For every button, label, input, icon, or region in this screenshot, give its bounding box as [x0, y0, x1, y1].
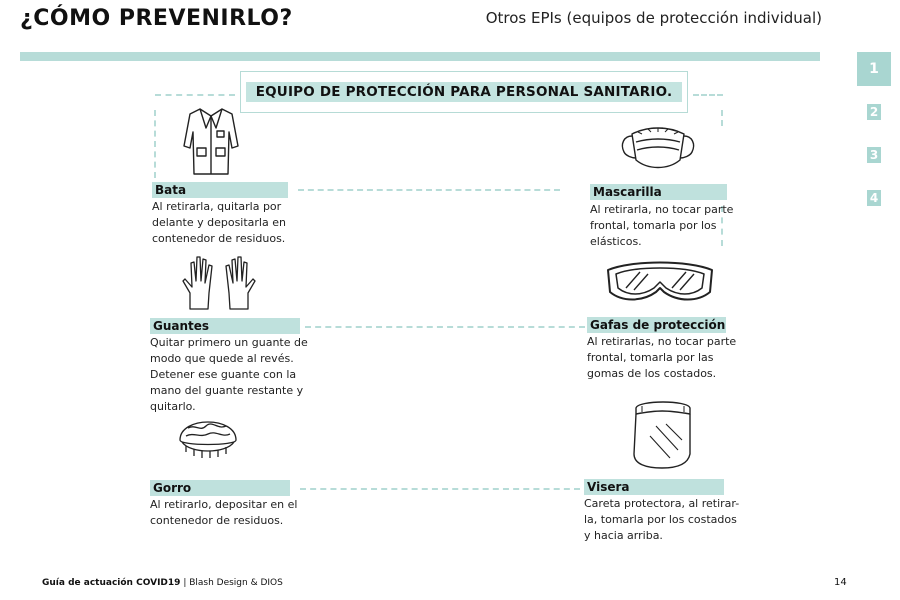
guantes-line-5: quitarlo. [150, 400, 196, 413]
dash-line-top-right [693, 94, 723, 96]
section-tabs [857, 52, 891, 224]
tab-4-label: 4 [867, 190, 881, 206]
face-shield-icon [626, 396, 698, 472]
section-title-box [240, 71, 688, 113]
gafas-line-2: frontal, tomarla por las [587, 351, 714, 364]
mascarilla-line-3: elásticos. [590, 235, 642, 248]
dash-line-row-3 [300, 488, 580, 490]
tab-3-label: 3 [867, 147, 881, 163]
gafas-description [587, 334, 747, 382]
surgical-cap-icon [176, 406, 240, 462]
footer-credits [42, 578, 283, 588]
visera-description [584, 496, 754, 544]
header-divider-bar [20, 52, 820, 61]
tab-1-label: 1 [869, 61, 879, 77]
guantes-line-2: modo que quede al revés. [150, 352, 294, 365]
bata-line-2: delante y depositarla en [152, 216, 286, 229]
gafas-line-3: gomas de los costados. [587, 367, 717, 380]
dash-line-row-1 [298, 189, 560, 191]
guantes-line-3: Detener ese guante con la [150, 368, 297, 381]
visera-line-2: la, tomarla por los costados [584, 513, 737, 526]
gorro-line-1: Al retirarlo, depositar en el [150, 498, 298, 511]
face-mask-icon [618, 124, 698, 174]
bata-line-1: Al retirarla, quitarla por [152, 200, 282, 213]
gorro-label: Gorro [150, 480, 290, 496]
dash-line-top-left [155, 94, 235, 96]
section-title: EQUIPO DE PROTECCIÓN PARA PERSONAL SANITARIO. [246, 82, 683, 102]
footer-guide-title: Guía de actuación COVID19 [42, 578, 181, 588]
dash-line-right-vertical-1 [721, 110, 723, 126]
tab-2-label: 2 [867, 104, 881, 120]
bata-description [152, 199, 302, 247]
page-number: 14 [834, 577, 847, 588]
guantes-label: Guantes [150, 318, 300, 334]
bata-line-3: contenedor de residuos. [152, 232, 286, 245]
lab-coat-icon [180, 106, 242, 178]
tab-4[interactable] [857, 181, 891, 215]
gorro-line-2: contenedor de residuos. [150, 514, 284, 527]
gloves-icon [180, 253, 258, 311]
dash-line-left-vertical [154, 110, 156, 178]
guantes-line-4: mano del guante restante y [150, 384, 304, 397]
mascarilla-label: Mascarilla [590, 184, 727, 200]
guantes-description [150, 335, 310, 415]
gafas-label: Gafas de protección [587, 317, 726, 333]
bata-label: Bata [152, 182, 288, 198]
visera-line-1: Careta protectora, al retirar- [584, 497, 740, 510]
tab-1[interactable] [857, 52, 891, 86]
gorro-description [150, 497, 310, 529]
safety-goggles-icon [602, 258, 718, 304]
footer-credits-text: | Blash Design & DIOS [183, 578, 283, 588]
dash-line-row-2 [305, 326, 585, 328]
page-subtitle: Otros EPIs (equipos de protección individual) [485, 9, 822, 27]
visera-label: Visera [584, 479, 724, 495]
visera-line-3: y hacia arriba. [584, 529, 663, 542]
tab-3[interactable] [857, 138, 891, 172]
mascarilla-line-1: Al retirarla, no tocar parte [590, 203, 734, 216]
mascarilla-line-2: frontal, tomarla por los [590, 219, 717, 232]
tab-2[interactable] [857, 95, 891, 129]
gafas-line-1: Al retirarlas, no tocar parte [587, 335, 737, 348]
mascarilla-description [590, 202, 750, 250]
guantes-line-1: Quitar primero un guante de [150, 336, 308, 349]
page-title: ¿CÓMO PREVENIRLO? [20, 6, 293, 31]
